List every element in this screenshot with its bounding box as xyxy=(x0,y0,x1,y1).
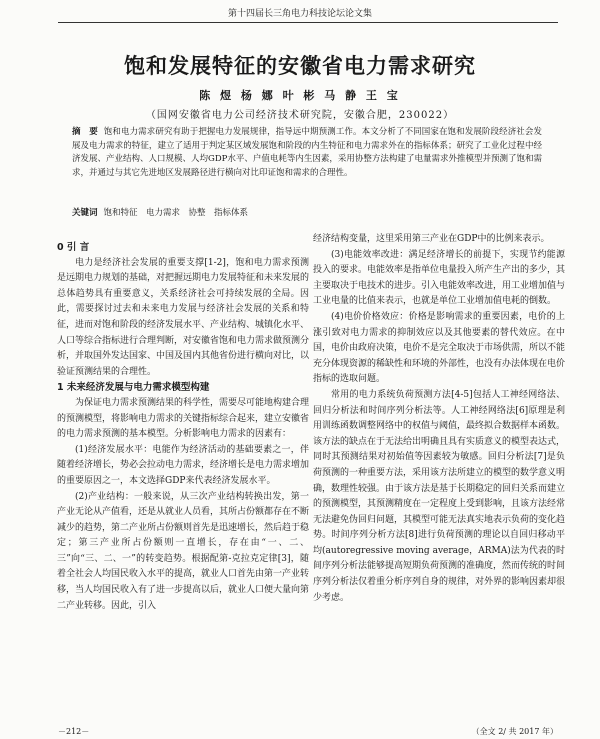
header-rule xyxy=(58,22,558,23)
running-header: 第十四届长三角电力科技论坛论文集 xyxy=(227,9,372,19)
paragraph: 常用的电力系统负荷预测方法[4-5]包括人工神经网络法、回归分析法和时间序列分析法等。人工神经网络法[6]原理是利用训练函数调整网络中的权值与阈值，最终拟合数据样本函数。该方法的缺点在于无法给出明确且具有实质意义的模型表达式，同时其预测结果对初始值等因素较为敏感。回归分析法[7]是负荷预测的一种重要方法，采用该方法所建立的模型的数学意义明确，数理性较强。由于该方法是基于长期稳定的回归关系而建立的预测模型，其预测精度在一定程度上受到影响，且该方法经常无法避免伪回归问题，其模型可能无法真实地表示负荷的变化趋势。时间序列分析方法[8]进行负荷预测的理论以自回归移动平均(autoregressive moving average，ARMA)法为代表的时间序列分析法能够提高短期负荷预测的准确度，然而传统的时间序列分析法仅着重分析序列自身的规律，对外界的影响因素却很少考虑。 xyxy=(313,389,566,603)
affiliation: （国网安徽省电力公司经济技术研究院，安徽合肥，230022） xyxy=(145,110,455,121)
authors: 陈 煜 杨 娜 叶 彬 马 静 王 宝 xyxy=(199,89,401,102)
paragraph: (2)产业结构：一般来说，从三次产业结构转换出发，第一产业无论从产值看，还是从就业人员看，其所占份额都存在不断减少的趋势，第二产业所占份额则首先是迅速增长，然后趋于稳定；第三产业所占份额则一直增长，存在由“一、二、三”向“三、二、一”的转变趋势。根据配第-克拉克定律[3]，随着全社会人均国民收入水平的提高，就业人口首先由第一产业转移，当人均国民收入有了进一步提高以后，就业人口便大量向第二产业转移。因此，引入 xyxy=(57,491,310,611)
paragraph: (4)电价价格效应：价格是影响需求的重要因素，电价的上涨引致对电力需求的抑制效应以及其他要素的替代效应。在中国，电价由政府决策，电价不是完全取决于市场供需，所以不能充分体现资源的稀缺性和环境的外部性，也没有办法体现在电价指标的选取问题。 xyxy=(313,311,566,385)
paragraph: 电力是经济社会发展的重要支撑[1-2]，饱和电力需求预测是远期电力规划的基础，对把握远期电力发展特征和未来发展的总体趋势具有重要意义，关系经济社会可持续发展的全局。因此，需要探讨过去和未来电力发展与经济社会发展的关系和特征，进而对饱和阶段的经济发展水平、产业结构、城镇化水平、人口等综合指标进行合理判断，对安徽省饱和电力需求做预测分析，并取国外发达国家、中国及国内其他省份进行横向对比，以验证预测结果的合理性。 xyxy=(57,257,310,377)
abstract-label: 摘 要 xyxy=(72,127,98,137)
page-number: －212－ xyxy=(58,727,90,736)
keywords-label: 关键词 xyxy=(72,208,98,218)
paragraph: (3)电能效率改进：满足经济增长的前提下，实现节约能源投入的要求。电能效率是指单位电量投入所产生产出的多少，其主要取决于电技术的进步。引入电能效率改进，用工业增加值与工业电量的比值来表示，也就是单位工业增加值电耗的倒数。 xyxy=(313,249,566,307)
footer-right: （全文 2/ 共 2017 年） xyxy=(471,727,558,736)
paragraph: 为保证电力需求预测结果的科学性，需要尽可能地构建合理的预测模型，将影响电力需求的关键指标综合起来，建立安徽省的电力需求预测的基本模型。分析影响电力需求的因素有： xyxy=(57,397,310,440)
left-column xyxy=(57,232,309,614)
section-heading-intro: 0 引 言 xyxy=(57,242,90,253)
section-heading-model: 1 未来经济发展与电力需求模型构建 xyxy=(57,382,210,394)
paragraph: (1)经济发展水平：电能作为经济活动的基础要素之一，伴随着经济增长，势必会拉动电力需求，经济增长是电力需求增加的重要原因之一，本文选择GDP来代表经济发展水平。 xyxy=(57,444,310,486)
abstract xyxy=(72,126,542,180)
paragraph: 经济结构变量，这里采用第三产业在GDP中的比例来表示。 xyxy=(313,234,550,244)
right-column xyxy=(313,232,565,606)
keywords-text: 饱和特征 电力需求 协整 指标体系 xyxy=(103,208,249,218)
abstract-text: 饱和电力需求研究有助于把握电力发展规律，指导远中期预测工作。本文分析了不同国家在饱和发展阶段经济社会发展及电力需求的特征，建立了适用于判定某区域发展饱和阶段的内生特征和电力需求外在的指标体系；研究了工业化过程中经济发展、产业结构、人口规模、人均GDP水平、户值电耗等内生因素，采用协整方法构建了电量需求外推模型并预测了饱和需求，并通过与其它先进地区发展路径进行横向对比印证饱和需求的合理性。 xyxy=(72,127,542,178)
paper-title: 饱和发展特征的安徽省电力需求研究 xyxy=(124,54,476,78)
keywords xyxy=(72,207,542,220)
